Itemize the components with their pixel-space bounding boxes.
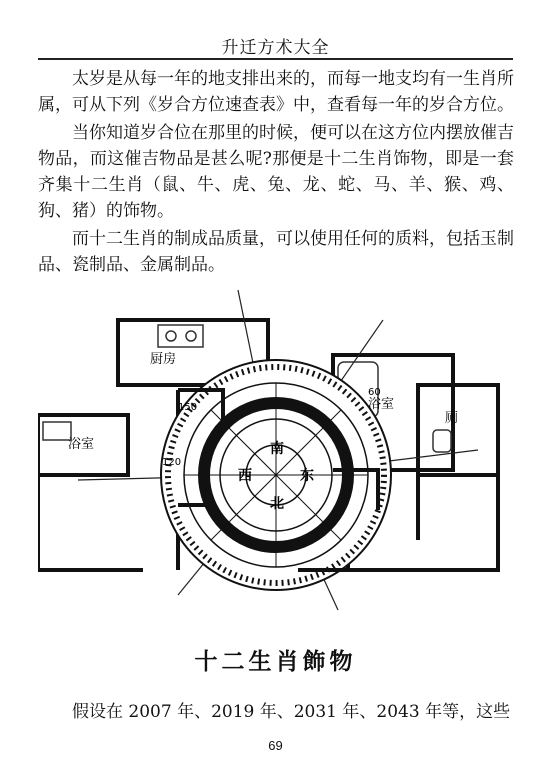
paragraph-3: 而十二生肖的制成品质量，可以使用任何的质料，包括玉制品、瓷制品、金属制品。 xyxy=(38,229,514,275)
room-label-toilet: 厕 xyxy=(445,411,459,426)
continuation-text: 假设在 2007 年、2019 年、2031 年、2043 年等，这些 xyxy=(72,702,511,722)
toilet-wall xyxy=(418,385,498,475)
header-rule xyxy=(38,58,513,60)
direction-west: 西 xyxy=(238,468,252,484)
paragraph-1: 太岁是从每一年的地支排出来的，而每一地支均有一生肖所属，可从下列《岁合方位速查表》中，查看每一年的岁合方位。 xyxy=(38,69,514,115)
room-label-kitchen: 厨房 xyxy=(150,352,177,367)
direction-north: 北 xyxy=(270,496,284,512)
room-label-bath-right: 浴室 xyxy=(368,397,395,412)
left-wall xyxy=(38,475,143,570)
paragraph-2: 当你知道岁合位在那里的时候，便可以在这方位内摆放催吉物品，而这催吉物品是甚么呢?那便是十二生肖饰物，即是一套齐集十二生肖（鼠、牛、虎、兔、龙、蛇、马、羊、猴、鸡、狗、猪）的饰物。 xyxy=(38,123,514,221)
luopan-compass xyxy=(161,360,391,590)
degree-mark-150: 150 xyxy=(178,402,198,413)
running-header: 升迁方术大全 xyxy=(221,38,330,58)
floor-plan-svg xyxy=(38,290,514,620)
body-text xyxy=(38,66,514,280)
page-number: 69 xyxy=(268,738,283,753)
direction-south: 南 xyxy=(270,441,284,457)
room-label-bath-left: 浴室 xyxy=(68,437,95,452)
degree-mark-60: 60 xyxy=(368,387,381,398)
direction-east: 东 xyxy=(300,468,314,484)
figure-caption: 十二生肖飾物 xyxy=(194,649,357,675)
degree-mark-120: 120 xyxy=(162,457,182,468)
floor-plan-figure xyxy=(38,290,514,620)
